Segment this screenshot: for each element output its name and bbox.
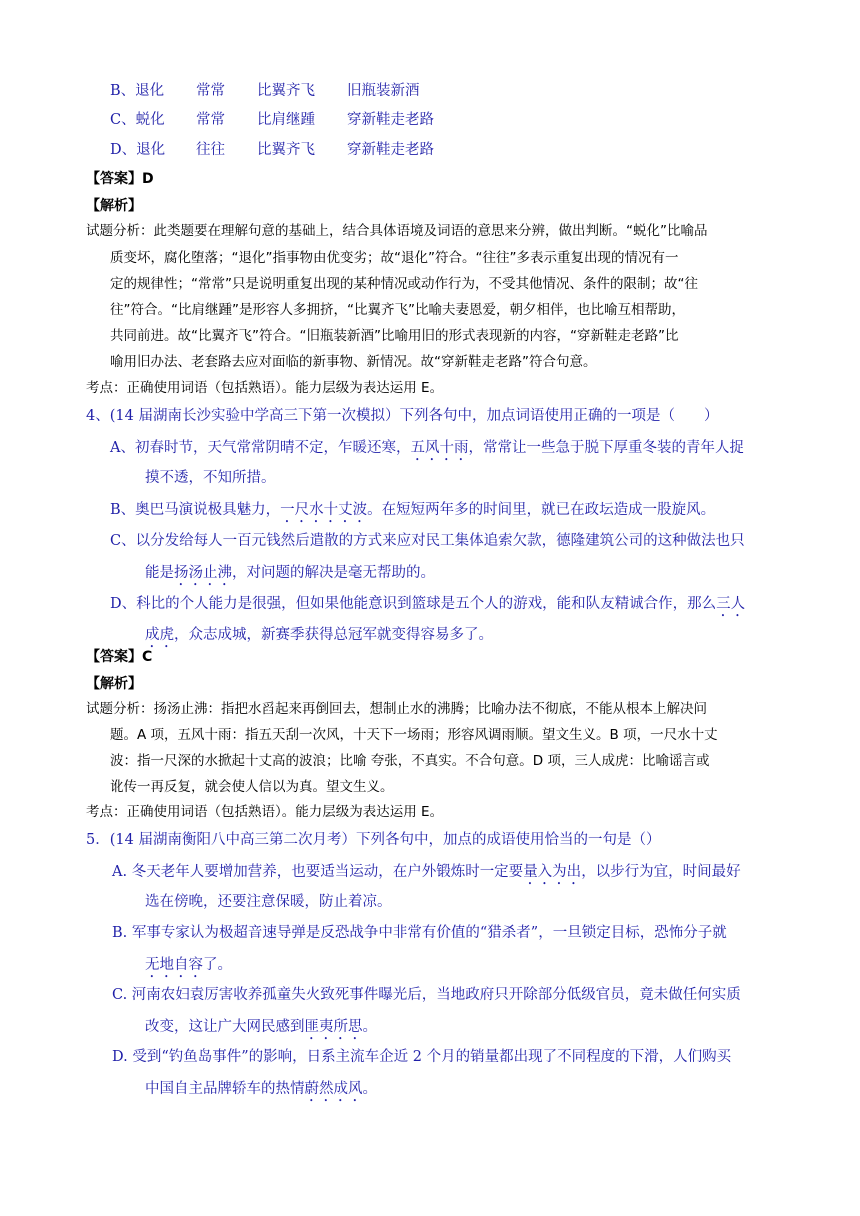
- dotted-phrase: 一尺水十丈波: [280, 502, 368, 518]
- answer-label: 【答案】C: [86, 649, 153, 665]
- dotted-phrase: 扬汤止沸: [174, 565, 232, 581]
- option-b-word3: 旧瓶装新酒: [347, 83, 420, 99]
- option-c-letter: C、蜕化: [110, 112, 165, 128]
- option-c-word1: 常常: [196, 112, 225, 128]
- analysis-line: 波：指一尺深的水掀起十丈高的波浪；比喻 夸张，不真实。不合句意。D 项，三人成虎：比喻谣言或: [110, 753, 710, 769]
- analysis-line: 试题分析：此类题要在理解句意的基础上，结合具体语境及词语的意思来分辨，做出判断。“蜕化”比喻品: [86, 223, 708, 239]
- option-c-row: [110, 113, 434, 128]
- question-5-option-a-cont: 选在傍晚，还要注意保暖，防止着凉。: [145, 894, 392, 910]
- option-b-letter: B、退化: [110, 83, 165, 99]
- question-4-option-b: B、奥巴马演说极具魅力，一尺水十丈波。在短短两年多的时间里，就已在政坛造成一股旋风。: [110, 502, 716, 518]
- question-5-option-b: B. 军事专家认为极超音速导弹是反恐战争中非常有价值的“猎杀者”，一旦锁定目标，恐怖分子就: [112, 925, 727, 941]
- question-5-option-a: A. 冬天老年人要增加营养，也要适当运动，在户外锻炼时一定要量入为出，以步行为宜，时间最好: [112, 864, 741, 880]
- option-b-row: [110, 84, 420, 99]
- option-d-word1: 往往: [196, 142, 225, 158]
- option-b-word2: 比翼齐飞: [257, 83, 315, 99]
- question-5-stem: 5．(14 届湖南衡阳八中高三第二次月考）下列各句中，加点的成语使用恰当的一句是（）: [86, 832, 661, 848]
- option-b-word1: 常常: [196, 83, 225, 99]
- analysis-line: 讹传一再反复，就会使人信以为真。望文生义。: [110, 779, 394, 795]
- kaodian-line: 考点：正确使用词语（包括熟语）。能力层级为表达运用 E。: [86, 804, 444, 820]
- option-c-word3: 穿新鞋走老路: [347, 112, 434, 128]
- dotted-phrase: 匪夷所思: [304, 1019, 363, 1035]
- analysis-line: 定的规律性；“常常”只是说明重复出现的某种情况或动作行为，不受其他情况、条件的限制；故“往: [110, 276, 698, 292]
- question-4-stem: 4、(14 届湖南长沙实验中学高三下第一次模拟）下列各句中，加点词语使用正确的一项是（ ）: [86, 408, 719, 424]
- question-5-option-d: D. 受到“钓鱼岛事件”的影响，日系主流车企近 2 个月的销量都出现了不同程度的下滑，人们购买: [112, 1049, 732, 1065]
- dotted-phrase: 无地自容: [145, 957, 203, 973]
- analysis-line: 喻用旧办法、老套路去应对面临的新事物、新情况。故“穿新鞋走老路”符合句意。: [110, 354, 597, 370]
- question-5-option-d-cont: 中国自主品牌轿车的热情蔚然成风。: [145, 1081, 377, 1097]
- dotted-phrase: 蔚然成风: [304, 1081, 363, 1097]
- option-d-word2: 比翼齐飞: [257, 142, 315, 158]
- analysis-line: 题。A 项，五风十雨：指五天刮一次风，十天下一场雨；形容风调雨顺。望文生义。B 项，一尺水十丈: [110, 727, 718, 743]
- analysis-label: 【解析】: [86, 198, 142, 214]
- question-4-option-d: D、科比的个人能力是很强，但如果他能意识到篮球是五个人的游戏，能和队友精诚合作，那么三人: [110, 596, 746, 612]
- answer-label: 【答案】D: [86, 171, 154, 187]
- analysis-label: 【解析】: [86, 676, 142, 692]
- question-5-option-c: C. 河南农妇袁厉害收养孤童失火致死事件曝光后，当地政府只开除部分低级官员，竟未做任何实质: [112, 987, 741, 1003]
- analysis-line: 往”符合。“比肩继踵”是形容人多拥挤，“比翼齐飞”比喻夫妻恩爱，朝夕相伴，也比喻互相帮助，: [110, 302, 685, 318]
- dotted-phrase: 量入为出: [523, 864, 582, 880]
- option-d-word3: 穿新鞋走老路: [347, 142, 434, 158]
- option-d-letter: D、退化: [110, 142, 166, 158]
- question-4-option-a: A、初春时节，天气常常阴晴不定，乍暖还寒，五风十雨，常常让一些急于脱下厚重冬装的青年人捉: [110, 440, 744, 456]
- analysis-line: 共同前进。故“比翼齐飞”符合。“旧瓶装新酒”比喻用旧的形式表现新的内容，“穿新鞋走老路”比: [110, 328, 679, 344]
- option-c-word2: 比肩继踵: [257, 112, 315, 128]
- question-4-option-d-cont: 成虎，众志成城，新赛季获得总冠军就变得容易多了。: [145, 627, 493, 643]
- dotted-phrase: 成虎: [145, 627, 174, 643]
- kaodian-line: 考点：正确使用词语（包括熟语）。能力层级为表达运用 E。: [86, 380, 444, 396]
- question-4-option-c-cont: 能是扬汤止沸，对问题的解决是毫无帮助的。: [145, 565, 435, 581]
- question-4-option-a-cont: 摸不透，不知所措。: [145, 470, 276, 486]
- analysis-line: 试题分析：扬汤止沸：指把水舀起来再倒回去，想制止水的沸腾；比喻办法不彻底，不能从根本上解决问: [86, 701, 707, 717]
- option-d-row: [110, 143, 434, 158]
- analysis-line: 质变坏，腐化堕落；“退化”指事物由优变劣；故“退化”符合。“往往”多表示重复出现的情况有一: [110, 250, 679, 266]
- dotted-phrase: 五风十雨: [410, 440, 469, 456]
- dotted-phrase: 三人: [716, 596, 746, 612]
- question-4-option-c: C、以分发给每人一百元钱然后遣散的方式来应对民工集体追索欠款，德隆建筑公司的这种做法也只: [110, 533, 745, 549]
- question-5-option-b-cont: 无地自容了。: [145, 957, 232, 973]
- question-5-option-c-cont: 改变，这让广大网民感到匪夷所思。: [145, 1019, 377, 1035]
